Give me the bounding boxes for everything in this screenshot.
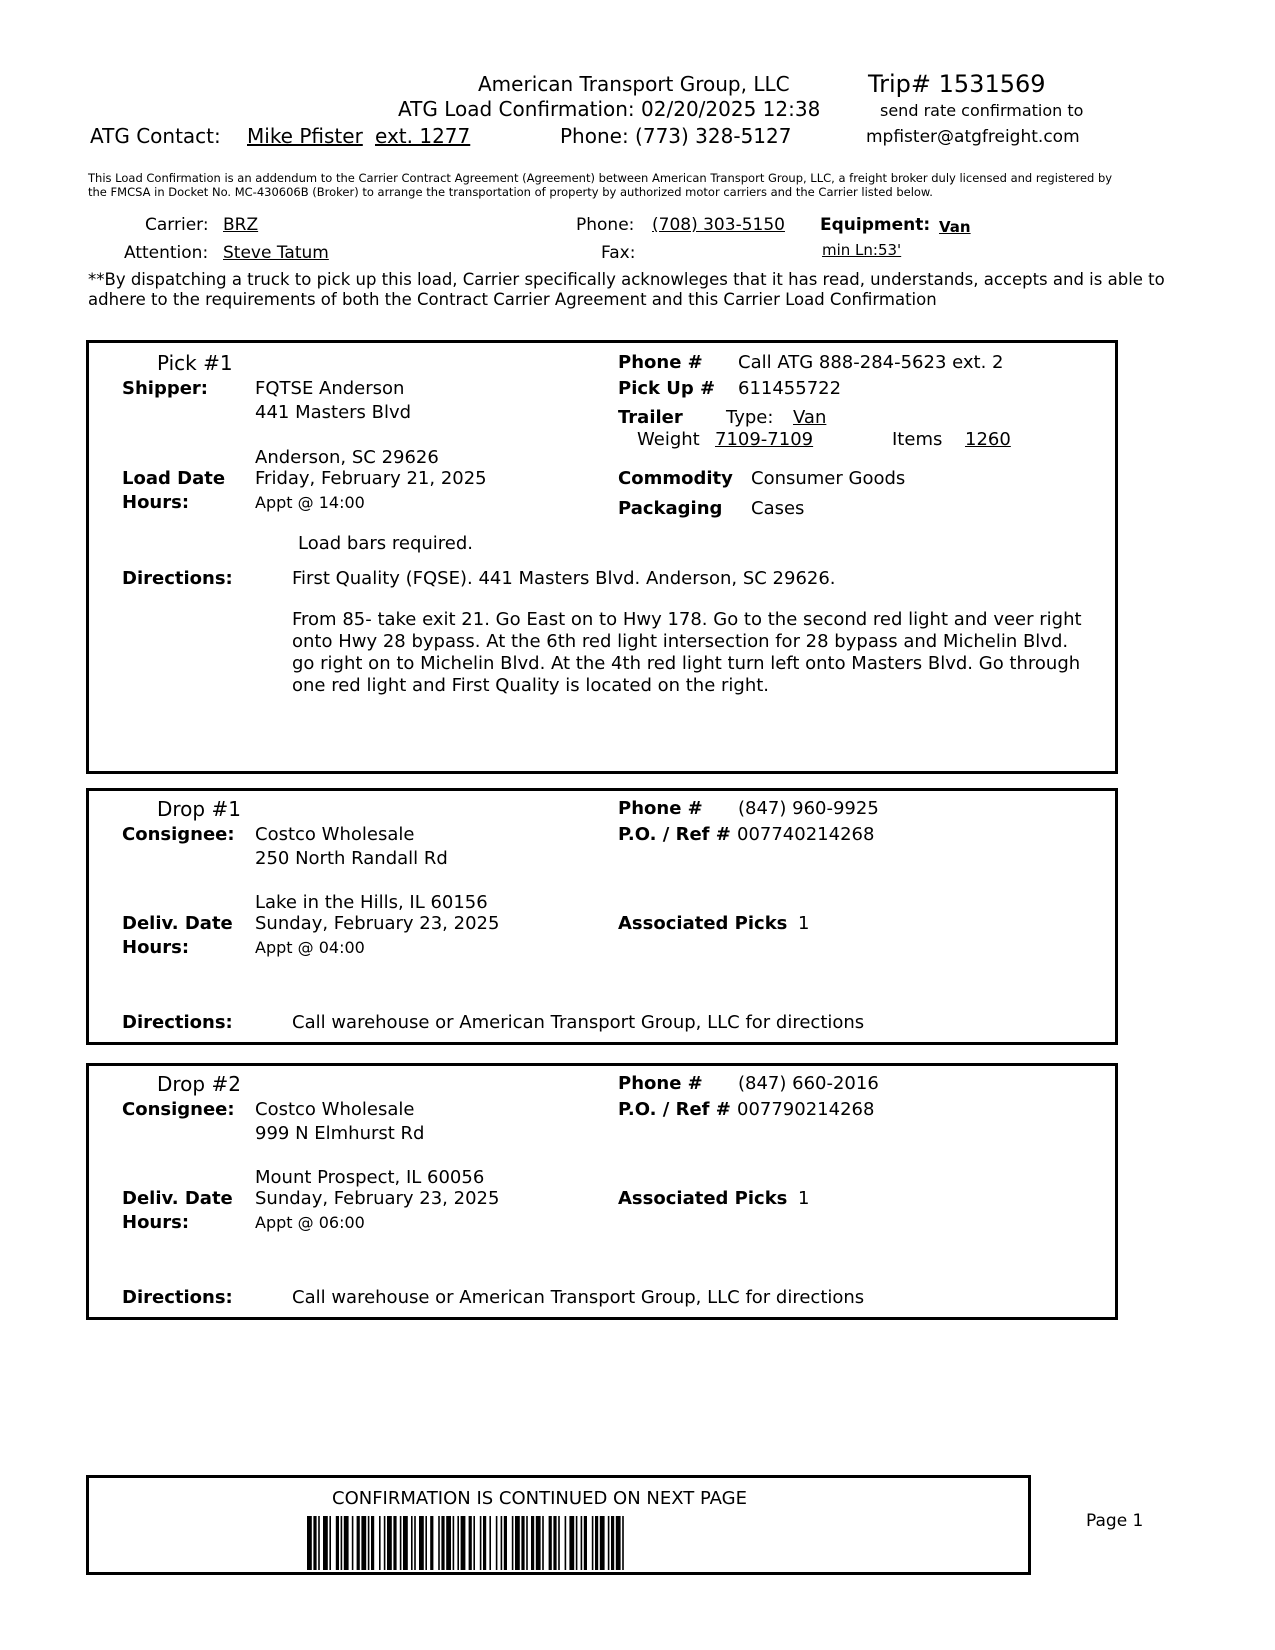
page-number: Page 1: [1086, 1511, 1144, 1531]
associated-picks-label: Associated Picks: [618, 1188, 788, 1209]
barcode-bar: [595, 1516, 598, 1570]
shipper-name: FQTSE Anderson: [255, 378, 405, 399]
barcode-bar: [352, 1516, 354, 1570]
barcode-bar: [425, 1516, 427, 1570]
drop-phone-label: Phone #: [618, 1073, 703, 1094]
contact-email[interactable]: mpfister@atgfreight.com: [866, 127, 1080, 147]
barcode-bar: [414, 1516, 416, 1570]
barcode-bar: [611, 1516, 614, 1570]
load-date-label: Load Date: [122, 468, 226, 489]
barcode-bar: [600, 1516, 605, 1570]
barcode-bar: [531, 1516, 534, 1570]
shipper-label: Shipper:: [122, 378, 209, 399]
barcode-bar: [357, 1516, 360, 1570]
consignee-label: Consignee:: [122, 824, 235, 845]
barcode-bar: [323, 1516, 328, 1570]
commodity-label: Commodity: [618, 468, 733, 489]
pick-note: Load bars required.: [298, 533, 473, 554]
shipper-address2: Anderson, SC 29626: [255, 447, 439, 468]
barcode-bar: [489, 1516, 491, 1570]
pick-phone-label: Phone #: [618, 352, 703, 373]
barcode-bar: [592, 1516, 594, 1570]
pick-directions-label: Directions:: [122, 568, 233, 589]
load-date: Friday, February 21, 2025: [255, 468, 487, 489]
company-name: American Transport Group, LLC: [478, 72, 790, 96]
barcode-bar: [542, 1516, 544, 1570]
barcode-bar: [483, 1516, 486, 1570]
drop-hours: Appt @ 06:00: [255, 1213, 365, 1232]
barcode-bar: [313, 1516, 316, 1570]
consignee-address1: 999 N Elmhurst Rd: [255, 1123, 425, 1144]
attention-label: Attention:: [124, 243, 209, 263]
drop-title: Drop #1: [157, 797, 241, 821]
barcode-bar: [368, 1516, 370, 1570]
barcode-bar: [584, 1516, 587, 1570]
dispatch-notice: **By dispatching a truck to pick up this load, Carrier specifically acknowleges that it has read, understands, accepts and is able to adhere to the requirements of both the Contract Carrier Agreement and this Carrier Load Confirmation: [88, 270, 1165, 309]
type-label: Type:: [726, 407, 774, 428]
pick-directions-line1: First Quality (FQSE). 441 Masters Blvd. Anderson, SC 29626.: [292, 568, 836, 589]
barcode-bar: [480, 1516, 482, 1570]
equipment-label: Equipment:: [820, 215, 931, 235]
send-rate-note: send rate confirmation to: [880, 101, 1084, 120]
consignee-address2: Lake in the Hills, IL 60156: [255, 892, 488, 913]
barcode-bar: [371, 1516, 374, 1570]
trailer-label: Trailer: [618, 407, 683, 428]
drop-directions-text: Call warehouse or American Transport Group, LLC for directions: [292, 1012, 865, 1033]
hours-label: Hours:: [122, 492, 190, 513]
pickup-label: Pick Up #: [618, 378, 716, 399]
commodity-value: Consumer Goods: [751, 468, 906, 489]
deliv-date: Sunday, February 23, 2025: [255, 1188, 500, 1209]
attention-value: Steve Tatum: [223, 243, 329, 263]
barcode-bar: [361, 1516, 366, 1570]
barcode-bar: [549, 1516, 552, 1570]
barcode-bar: [569, 1516, 574, 1570]
po-value: 007740214268: [737, 824, 875, 845]
deliv-date-label: Deliv. Date: [122, 913, 233, 934]
items-value: 1260: [965, 429, 1011, 450]
min-length: min Ln:53': [822, 241, 902, 259]
barcode-bar: [581, 1516, 583, 1570]
pick-title: Pick #1: [157, 351, 233, 375]
barcode-bar: [453, 1516, 455, 1570]
type-value: Van: [793, 407, 827, 428]
barcode-bar: [469, 1516, 472, 1570]
hours-label: Hours:: [122, 937, 190, 958]
barcode-bar: [438, 1516, 440, 1570]
po-label: P.O. / Ref #: [618, 824, 731, 845]
po-label: P.O. / Ref #: [618, 1099, 731, 1120]
consignee-address1: 250 North Randall Rd: [255, 848, 448, 869]
consignee-name: Costco Wholesale: [255, 1099, 415, 1120]
barcode-bar: [430, 1516, 433, 1570]
shipper-address1: 441 Masters Blvd: [255, 402, 412, 423]
contact-name[interactable]: Mike Pfister: [247, 124, 363, 148]
hours-label: Hours:: [122, 1212, 190, 1233]
drop-box-2: [86, 1063, 1118, 1320]
barcode-bar: [441, 1516, 444, 1570]
carrier-value: BRZ: [223, 215, 259, 235]
drop-title: Drop #2: [157, 1072, 241, 1096]
continued-text: CONFIRMATION IS CONTINUED ON NEXT PAGE: [332, 1488, 747, 1509]
trip-number: Trip# 1531569: [868, 70, 1046, 98]
barcode-bar: [403, 1516, 408, 1570]
contact-ext: ext. 1277: [375, 124, 471, 148]
barcode-bar: [400, 1516, 402, 1570]
barcode-bar: [384, 1516, 386, 1570]
barcode-bar: [341, 1516, 343, 1570]
drop-phone-value: (847) 660-2016: [738, 1073, 879, 1094]
consignee-label: Consignee:: [122, 1099, 235, 1120]
barcode-bar: [576, 1516, 578, 1570]
drop-directions-label: Directions:: [122, 1012, 233, 1033]
barcode-bar: [526, 1516, 528, 1570]
associated-picks-value: 1: [798, 1188, 810, 1209]
drop-directions-label: Directions:: [122, 1287, 233, 1308]
packaging-value: Cases: [751, 498, 805, 519]
barcode-bar: [329, 1516, 331, 1570]
weight-label: Weight: [637, 429, 700, 450]
deliv-date-label: Deliv. Date: [122, 1188, 233, 1209]
pick-box: [86, 340, 1118, 774]
barcode-bar: [344, 1516, 349, 1570]
pick-directions-text: From 85- take exit 21. Go East on to Hwy 178. Go to the second red light and veer right onto Hwy 28 bypass. At the 6th red light intersection for 28 bypass and Michelin Blvd. go right on to Michelin Blvd. At the 4th red light turn left onto Masters Blvd. Go through one red light and First Quality is located on the right.: [292, 609, 1082, 696]
barcode-bar: [622, 1516, 624, 1570]
barcode-bar: [501, 1516, 503, 1570]
weight-value: 7109-7109: [715, 429, 814, 450]
carrier-label: Carrier:: [145, 215, 209, 235]
equipment-value: Van: [939, 218, 971, 236]
deliv-date: Sunday, February 23, 2025: [255, 913, 500, 934]
barcode-bar: [387, 1516, 392, 1570]
associated-picks-value: 1: [798, 913, 810, 934]
barcode-bar: [553, 1516, 556, 1570]
drop-phone-label: Phone #: [618, 798, 703, 819]
barcode-bar: [446, 1516, 451, 1570]
contact-label: ATG Contact:: [90, 124, 221, 148]
drop-box-1: [86, 788, 1118, 1045]
barcode-bar: [457, 1516, 459, 1570]
carrier-phone-label: Phone:: [576, 215, 635, 235]
confirmation-line: ATG Load Confirmation: 02/20/2025 12:38: [398, 97, 821, 121]
barcode-bar: [336, 1516, 339, 1570]
drop-hours: Appt @ 04:00: [255, 938, 365, 957]
contact-phone: Phone: (773) 328-5127: [560, 124, 792, 148]
barcode-bar: [608, 1516, 610, 1570]
items-label: Items: [892, 429, 943, 450]
barcode-bar: [393, 1516, 396, 1570]
barcode-bar: [461, 1516, 466, 1570]
barcode-bar: [616, 1516, 621, 1570]
consignee-name: Costco Wholesale: [255, 824, 415, 845]
drop-directions-text: Call warehouse or American Transport Group, LLC for directions: [292, 1287, 865, 1308]
pickup-value: 611455722: [738, 378, 842, 399]
barcode-bar: [307, 1516, 312, 1570]
po-value: 007790214268: [737, 1099, 875, 1120]
pick-phone-value: Call ATG 888-284-5623 ext. 2: [738, 352, 1004, 373]
barcode-bar: [521, 1516, 524, 1570]
packaging-label: Packaging: [618, 498, 723, 519]
barcode-bar: [473, 1516, 475, 1570]
consignee-address2: Mount Prospect, IL 60056: [255, 1167, 485, 1188]
continued-box: [86, 1475, 1031, 1575]
barcode-bar: [558, 1516, 560, 1570]
barcode-bar: [536, 1516, 541, 1570]
barcode-icon: [307, 1516, 819, 1570]
associated-picks-label: Associated Picks: [618, 913, 788, 934]
pick-hours: Appt @ 14:00: [255, 493, 365, 512]
addendum-text: This Load Confirmation is an addendum to the Carrier Contract Agreement (Agreement) between American Transport Group, LLC, a freight broker duly licensed and registered by the FMCSA in Docket No. MC-430606B (Broker) to arrange the transportation of property by authorized motor carriers and the Carrier listed below.: [88, 171, 1113, 199]
barcode-bar: [515, 1516, 520, 1570]
barcode-bar: [318, 1516, 320, 1570]
carrier-phone-value: (708) 303-5150: [652, 215, 785, 235]
barcode-bar: [411, 1516, 413, 1570]
barcode-bar: [504, 1516, 507, 1570]
barcode-bar: [419, 1516, 424, 1570]
barcode-bar: [565, 1516, 567, 1570]
barcode-bar: [512, 1516, 514, 1570]
drop-phone-value: (847) 960-9925: [738, 798, 879, 819]
fax-label: Fax:: [601, 243, 636, 263]
barcode-bar: [496, 1516, 498, 1570]
barcode-bar: [379, 1516, 381, 1570]
